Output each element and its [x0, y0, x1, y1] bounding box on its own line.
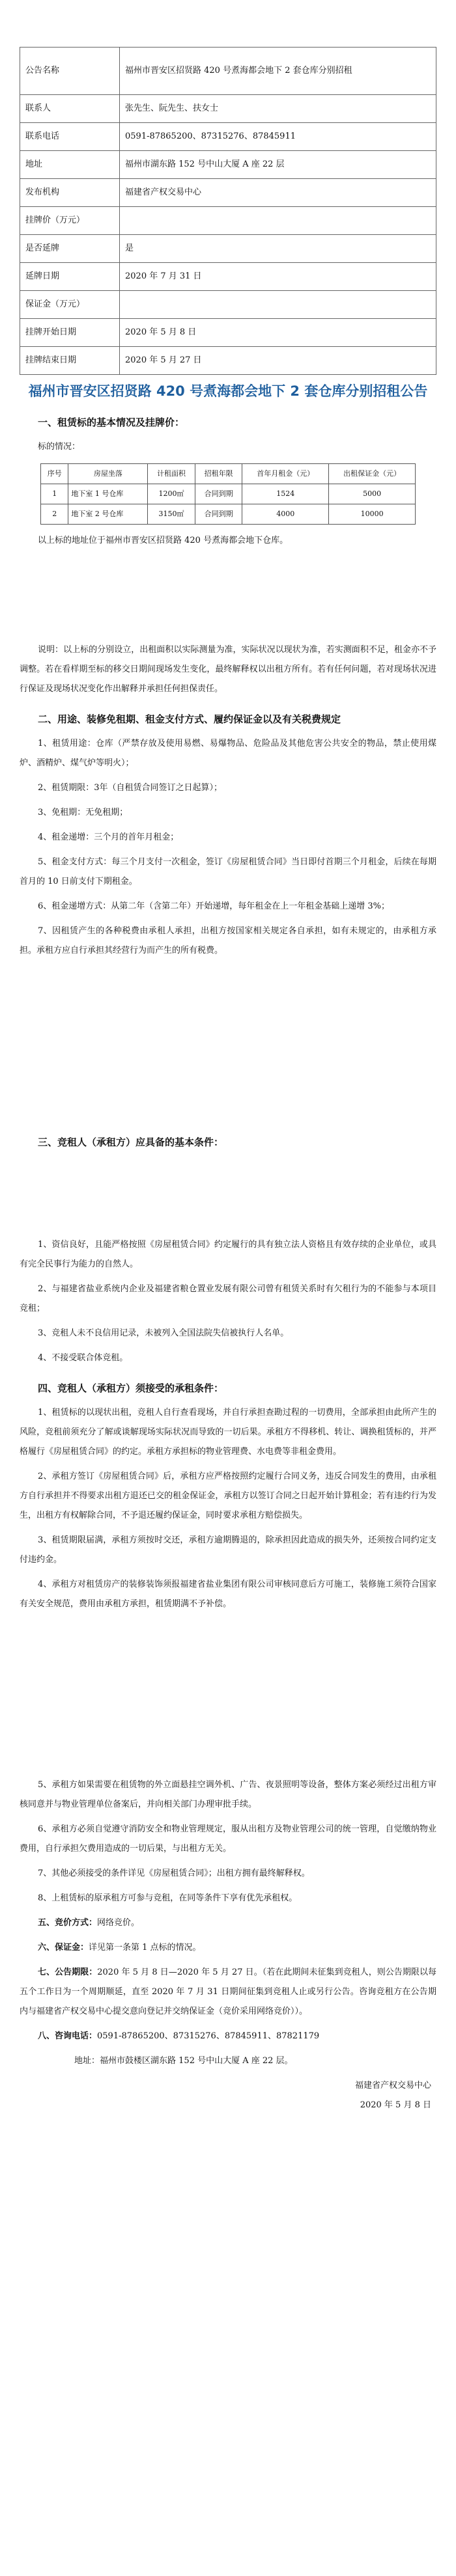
section-8-phone-value: 0591-87865200、87315276、87845911、87821179 [97, 2031, 320, 2041]
section-8-label: 八、咨询电话： [38, 2031, 98, 2041]
section-5 [38, 1913, 436, 1933]
section-3-heading: 三、竞租人（承租方）应具备的基本条件： [38, 1136, 224, 1148]
section-8-address-label: 地址： [74, 2056, 100, 2066]
section-2-list [20, 734, 436, 961]
footer-date: 2020 年 5 月 8 日 [360, 2100, 431, 2110]
col-area: 计租面积 [148, 464, 195, 484]
cell-location: 地下室 2 号仓库 [68, 504, 148, 525]
meta-table [20, 47, 436, 375]
list-item: 4、租金递增：三个月的首年月租金； [38, 832, 179, 842]
meta-value: 2020 年 7 月 31 日 [120, 263, 436, 291]
meta-value: 福建省产权交易中心 [120, 179, 436, 207]
section-5-label: 五、竞价方式： [38, 1918, 98, 1928]
announcement-page [20, 0, 436, 2115]
cell-term: 合同到期 [195, 484, 242, 504]
meta-row [20, 263, 436, 291]
col-term: 招租年限 [195, 464, 242, 484]
meta-value: 是 [120, 235, 436, 263]
meta-key: 保证金（万元） [20, 291, 120, 319]
list-item: 4、承租方对租赁房产的装修装饰须报福建省盐业集团有限公司审核同意后方可施工，装修施工须符合国家有关安全规范，费用由承租方承担，租赁期满不予补偿。 [20, 1580, 436, 1609]
meta-value: 福州市湖东路 152 号中山大厦 A 座 22 层 [120, 151, 436, 179]
section-1-note: 以上标的地址位于福州市晋安区招贤路 420 号煮海都会地下仓库。 [38, 536, 289, 545]
section-8-phone [38, 2027, 436, 2046]
list-item: 2、承租方签订《房屋租赁合同》后，承租方应严格按照约定履行合同义务，违反合同发生的费用，由承租方自行承担并不得要求出租方退还已交的租金保证金，承租方以签订合同之日起开始计算租金；若有违约行为发生，出租方有权解除合同，不予退还履约保证金，同时要求承租方赔偿损失。 [20, 1472, 436, 1520]
section-6-label: 六、保证金： [38, 1943, 89, 1953]
section-1-intro: 标的情况： [38, 442, 81, 452]
meta-row [20, 347, 436, 375]
meta-key: 挂牌结束日期 [20, 347, 120, 375]
list-item: 6、承租方必须自觉遵守消防安全和物业管理规定，服从出租方及物业管理公司的统一管理，自觉缴纳物业费用，自行承担欠费用造成的一切后果，与出租方无关。 [20, 1824, 436, 1854]
section-8-address [74, 2051, 436, 2071]
section-1-disclaimer: 说明：以上标的分别设立，出租面积以实际测量为准，实际状况以现状为准，若实测面积不足，租金亦不予调整。若在看样期至标的移交日期间现场发生变化，最终解释权以出租方所有。若有任何问题，若对现场状况进行保证及现场状况变化作出解释并承担任何担保责任。 [20, 645, 436, 694]
meta-key: 发布机构 [20, 179, 120, 207]
meta-row [20, 207, 436, 235]
table-row [41, 484, 416, 504]
list-item: 1、租赁用途：仓库（严禁存放及使用易燃、易爆物品、危险品及其他危害公共安全的物品，禁止使用煤炉、酒精炉、煤气炉等明火）； [20, 739, 436, 768]
cell-rent: 1524 [242, 484, 329, 504]
cell-deposit: 5000 [329, 484, 416, 504]
cell-term: 合同到期 [195, 504, 242, 525]
section-4-heading: 四、竞租人（承租方）须接受的承租条件： [38, 1382, 224, 1394]
meta-row [20, 48, 436, 95]
section-7 [20, 1963, 436, 2021]
section-4-list-continued [20, 1775, 436, 1908]
list-item: 1、资信良好，且能严格按照《房屋租赁合同》约定履行的具有独立法人资格且有效存续的企业单位，或具有完全民事行为能力的自然人。 [20, 1240, 436, 1269]
col-deposit: 出租保证金（元） [329, 464, 416, 484]
list-item: 2、租赁期限：3年（自租赁合同签订之日起算）； [38, 783, 223, 793]
list-item: 8、上租赁标的原承租方可参与竞租，在同等条件下享有优先承租权。 [38, 1893, 298, 1903]
col-rent: 首年月租金（元） [242, 464, 329, 484]
cell-location: 地下室 1 号仓库 [68, 484, 148, 504]
list-item: 7、因租赁产生的各种税费由承租人承担，出租方按国家相关规定各自承担，如有未规定的，由承租方承担。承租方应自行承担其经营行为而产生的所有税费。 [20, 926, 436, 955]
meta-value: 2020 年 5 月 8 日 [120, 319, 436, 347]
meta-row [20, 319, 436, 347]
list-item: 5、承租方如果需要在租赁物的外立面悬挂空调外机、广告、夜景照明等设备，整体方案必须经过出租方审核同意并与物业管理单位备案后，并向相关部门办理审批手续。 [20, 1780, 436, 1809]
section-1-heading: 一、租赁标的基本情况及挂牌价： [38, 417, 185, 428]
footer-org: 福建省产权交易中心 [354, 2081, 431, 2090]
meta-value: 2020 年 5 月 27 日 [120, 347, 436, 375]
section-7-value: 2020 年 5 月 8 日—2020 年 5 月 27 日。（若在此期间未征集到竞租人，则公告期限以每五个工作日为一个周期顺延，直至 2020 年 7 月 31 日期间征集到竞租人止或另行公告。咨询竞租方在公告期内与福建省产权交易中心提交意向登记并交纳保证金（竞价采用网络竞价））。 [20, 1967, 436, 2016]
cell-no: 2 [41, 504, 68, 525]
section-6 [38, 1938, 436, 1958]
col-no: 序号 [41, 464, 68, 484]
cell-area: 3150㎡ [148, 504, 195, 525]
section-4-list [20, 1403, 436, 1614]
meta-key: 联系人 [20, 95, 120, 123]
list-item: 5、租金支付方式：每三个月支付一次租金，签订《房屋租赁合同》当日即付首期三个月租金，后续在每期首月的 10 日前支付下期租金。 [20, 857, 436, 886]
cell-area: 1200㎡ [148, 484, 195, 504]
meta-key: 挂牌开始日期 [20, 319, 120, 347]
meta-value: 福州市晋安区招贤路 420 号煮海都会地下 2 套仓库分别招租 [120, 48, 436, 95]
meta-key: 联系电话 [20, 123, 120, 151]
meta-key: 是否延牌 [20, 235, 120, 263]
meta-key: 延牌日期 [20, 263, 120, 291]
list-item: 7、其他必须接受的条件详见《房屋租赁合同》；出租方拥有最终解释权。 [38, 1869, 310, 1878]
meta-row [20, 95, 436, 123]
asset-table-header-row [41, 464, 416, 484]
meta-row [20, 291, 436, 319]
list-item: 2、与福建省盐业系统内企业及福建省粮仓置业发展有限公司曾有租赁关系时有欠租行为的不能参与本项目竞租； [20, 1284, 436, 1313]
col-location: 房屋坐落 [68, 464, 148, 484]
section-2-heading: 二、用途、装修免租期、租金支付方式、履约保证金以及有关税费规定 [38, 713, 341, 725]
list-item: 1、租赁标的以现状出租，竞租人自行查看现场，并自行承担查勘过程的一切费用，全部承担由此所产生的风险，竞租前须充分了解或谈解现场实际状况而导致的一切后果。承租方不得移机、转让、调换租赁标的，并严格履行《房屋租赁合同》的约定。承租方承担标的物业管理费、水电费等非租金费用。 [20, 1408, 436, 1457]
list-item: 3、免租期：无免租期； [38, 808, 128, 817]
list-item: 3、竞租人未不良信用记录，未被列入全国法院失信被执行人名单。 [38, 1328, 289, 1338]
section-6-value: 详见第一条第 1 点标的情况。 [89, 1943, 201, 1953]
section-7-label: 七、公告期限： [38, 1967, 98, 1977]
section-3-list [20, 1235, 436, 1368]
meta-key: 地址 [20, 151, 120, 179]
page-title: 福州市晋安区招贤路 420 号煮海都会地下 2 套仓库分别招租公告 [28, 383, 428, 399]
meta-value [120, 207, 436, 235]
list-item: 4、不接受联合体竞租。 [38, 1353, 128, 1363]
table-row [41, 504, 416, 525]
list-item: 3、租赁期限届满，承租方须按时交还，承租方逾期腾退的，除承担因此造成的损失外，还须按合同约定支付违约金。 [20, 1535, 436, 1565]
asset-table [40, 463, 416, 525]
meta-value: 张先生、阮先生、扶女士 [120, 95, 436, 123]
meta-value: 0591-87865200、87315276、87845911 [120, 123, 436, 151]
cell-no: 1 [41, 484, 68, 504]
meta-row [20, 151, 436, 179]
meta-key: 挂牌价（万元） [20, 207, 120, 235]
meta-row [20, 123, 436, 151]
meta-key: 公告名称 [20, 48, 120, 95]
cell-rent: 4000 [242, 504, 329, 525]
list-item: 6、租金递增方式：从第二年（含第二年）开始递增，每年租金在上一年租金基础上递增 3%； [38, 901, 390, 911]
cell-deposit: 10000 [329, 504, 416, 525]
meta-value [120, 291, 436, 319]
section-8-address-value: 福州市鼓楼区湖东路 152 号中山大厦 A 座 22 层。 [100, 2056, 293, 2066]
meta-row [20, 235, 436, 263]
section-5-value: 网络竞价。 [97, 1918, 140, 1928]
meta-row [20, 179, 436, 207]
